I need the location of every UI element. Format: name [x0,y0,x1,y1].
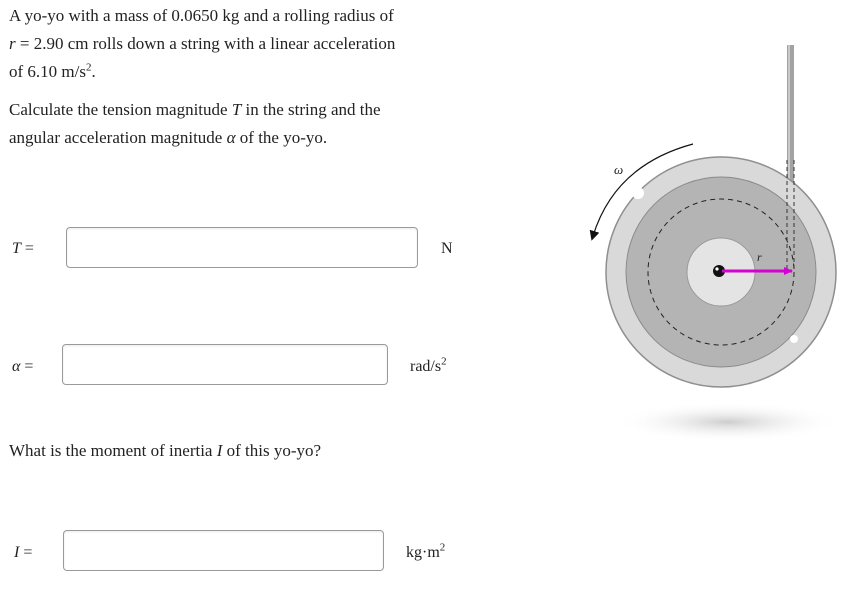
intro-line3-end: . [91,62,96,81]
tension-label [12,240,34,258]
alpha-unit-base: rad/s [410,358,442,375]
q2-I-variable: I [216,441,223,460]
q1-text-d: of the yo-yo. [235,128,328,147]
intro-line2: = 2.90 cm rolls down a string with a linear acceleration [15,34,396,53]
question-tension-alpha [9,96,439,152]
rim-highlight-1 [632,187,644,199]
q2-text-b: of this yo-yo? [222,441,322,460]
alpha-var: α [12,358,21,375]
tension-var: T [12,240,21,257]
inertia-unit-exp: 2 [439,541,446,554]
q2-text-a: What is the moment of inertia [9,441,217,460]
inertia-label [14,544,32,562]
intro-line1: A yo-yo with a mass of 0.0650 kg and a rolling radius of [9,6,394,25]
tension-eq: = [20,240,34,257]
axle-dot-shine [715,267,718,270]
q1-text-a: Calculate the tension magnitude [9,100,232,119]
alpha-unit [410,355,447,376]
alpha-label [12,358,33,376]
tension-unit: N [441,240,453,257]
yoyo-shadow [613,402,843,442]
inertia-unit [406,541,446,562]
q1-alpha-variable: α [226,128,236,147]
inertia-input[interactable] [63,530,384,571]
alpha-unit-exp: 2 [441,355,447,368]
problem-intro [9,2,439,86]
inertia-eq: = [19,544,33,561]
radius-label: r [757,250,762,264]
omega-label: ω [614,162,624,177]
q1-text-b: in the string and the [241,100,381,119]
intro-r-variable: r [9,34,16,53]
question-inertia [9,437,439,465]
intro-exponent: 2 [85,61,92,74]
q1-text-c: angular acceleration magnitude [9,128,227,147]
inertia-unit-base: kg·m [406,544,440,561]
yoyo-diagram [560,30,850,450]
alpha-input[interactable] [62,344,388,385]
q1-T-variable: T [231,100,242,119]
alpha-eq: = [20,358,34,375]
tension-input[interactable] [66,227,418,268]
inertia-var: I [14,544,20,561]
rim-highlight-2 [790,335,798,343]
intro-line3: of 6.10 m/s [9,62,86,81]
